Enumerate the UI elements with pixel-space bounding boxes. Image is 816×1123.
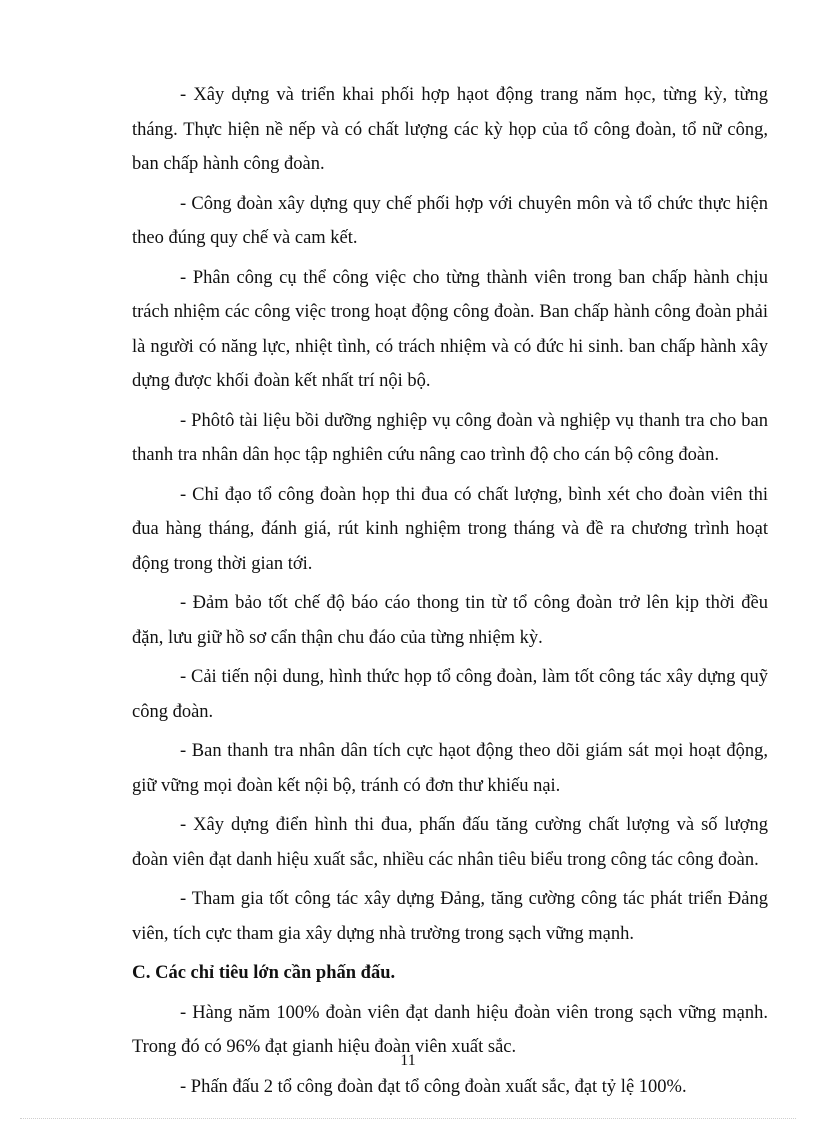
paragraph-training-materials: - Phôtô tài liệu bồi dưỡng nghiệp vụ công đoàn và nghiệp vụ thanh tra cho ban thanh tra nhân dân học tập nghiên cứu nâng cao trình độ cho cán bộ công đoàn. <box>132 410 768 465</box>
paragraph-party-building: - Tham gia tốt công tác xây dựng Đảng, tăng cường công tác phát triển Đảng viên, tích cực tham gia xây dựng nhà trường trong sạch vững mạnh. <box>132 889 768 944</box>
page-body <box>132 78 768 1109</box>
page-number: 11 <box>400 1052 416 1069</box>
paragraph-meeting-improvement: - Cải tiến nội dung, hình thức họp tổ công đoàn, làm tốt công tác xây dựng quỹ công đoàn. <box>132 667 768 722</box>
paragraph-coordination-plan: - Xây dựng và triển khai phối hợp hạot động trang năm học, từng kỳ, từng tháng. Thực hiện nề nếp và có chất lượng các kỳ họp của tổ công đoàn, tổ nữ công, ban chấp hành công đoàn. <box>132 85 768 174</box>
paragraph-coordination-rules: - Công đoàn xây dựng quy chế phối hợp với chuyên môn và tổ chức thực hiện theo đúng quy chế và cam kết. <box>132 193 768 248</box>
paragraph-annual-target: - Hàng năm 100% đoàn viên đạt danh hiệu đoàn viên trong sạch vững mạnh. Trong đó có 96% đạt gianh hiệu đoàn viên xuất sắc. <box>132 1002 768 1057</box>
paragraph-emulation-meetings: - Chỉ đạo tổ công đoàn họp thi đua có chất lượng, bình xét cho đoàn viên thi đua hàng tháng, đánh giá, rút kinh nghiệm trong tháng và đề ra chương trình hoạt động trong thời gian tới. <box>132 484 768 574</box>
paragraph-task-assignment: - Phân công cụ thể công việc cho từng thành viên trong ban chấp hành chịu trách nhiệm các công việc trong hoạt động công đoàn. Ban chấp hành công đoàn phải là người có năng lực, nhiệt tình, có trách nhiệm và có đức hi sinh. ban chấp hành xây dựng được khối đoàn kết nhất trí nội bộ. <box>132 267 768 391</box>
section-c-heading <box>132 956 768 991</box>
section-c-title: Các chỉ tiêu lớn cần phấn đấu. <box>155 963 396 983</box>
section-c-letter: C. <box>132 962 151 983</box>
paragraph-exemplary-models: - Xây dựng điển hình thi đua, phấn đấu tăng cường chất lượng và số lượng đoàn viên đạt danh hiệu xuất sắc, nhiều các nhân tiêu biểu trong công tác công đoàn. <box>132 815 768 870</box>
paragraph-union-groups-target: - Phấn đấu 2 tổ công đoàn đạt tổ công đoàn xuất sắc, đạt tỷ lệ 100%. <box>180 1076 687 1097</box>
page-bottom-divider <box>20 1118 796 1119</box>
paragraph-reporting: - Đảm bảo tốt chế độ báo cáo thong tin từ tổ công đoàn trở lên kịp thời đều đặn, lưu giữ hồ sơ cẩn thận chu đáo của từng nhiệm kỳ. <box>132 593 768 648</box>
paragraph-inspection-board: - Ban thanh tra nhân dân tích cực hạot động theo dõi giám sát mọi hoạt động, giữ vững mọi đoàn kết nội bộ, tránh có đơn thư khiếu nại. <box>132 741 768 796</box>
